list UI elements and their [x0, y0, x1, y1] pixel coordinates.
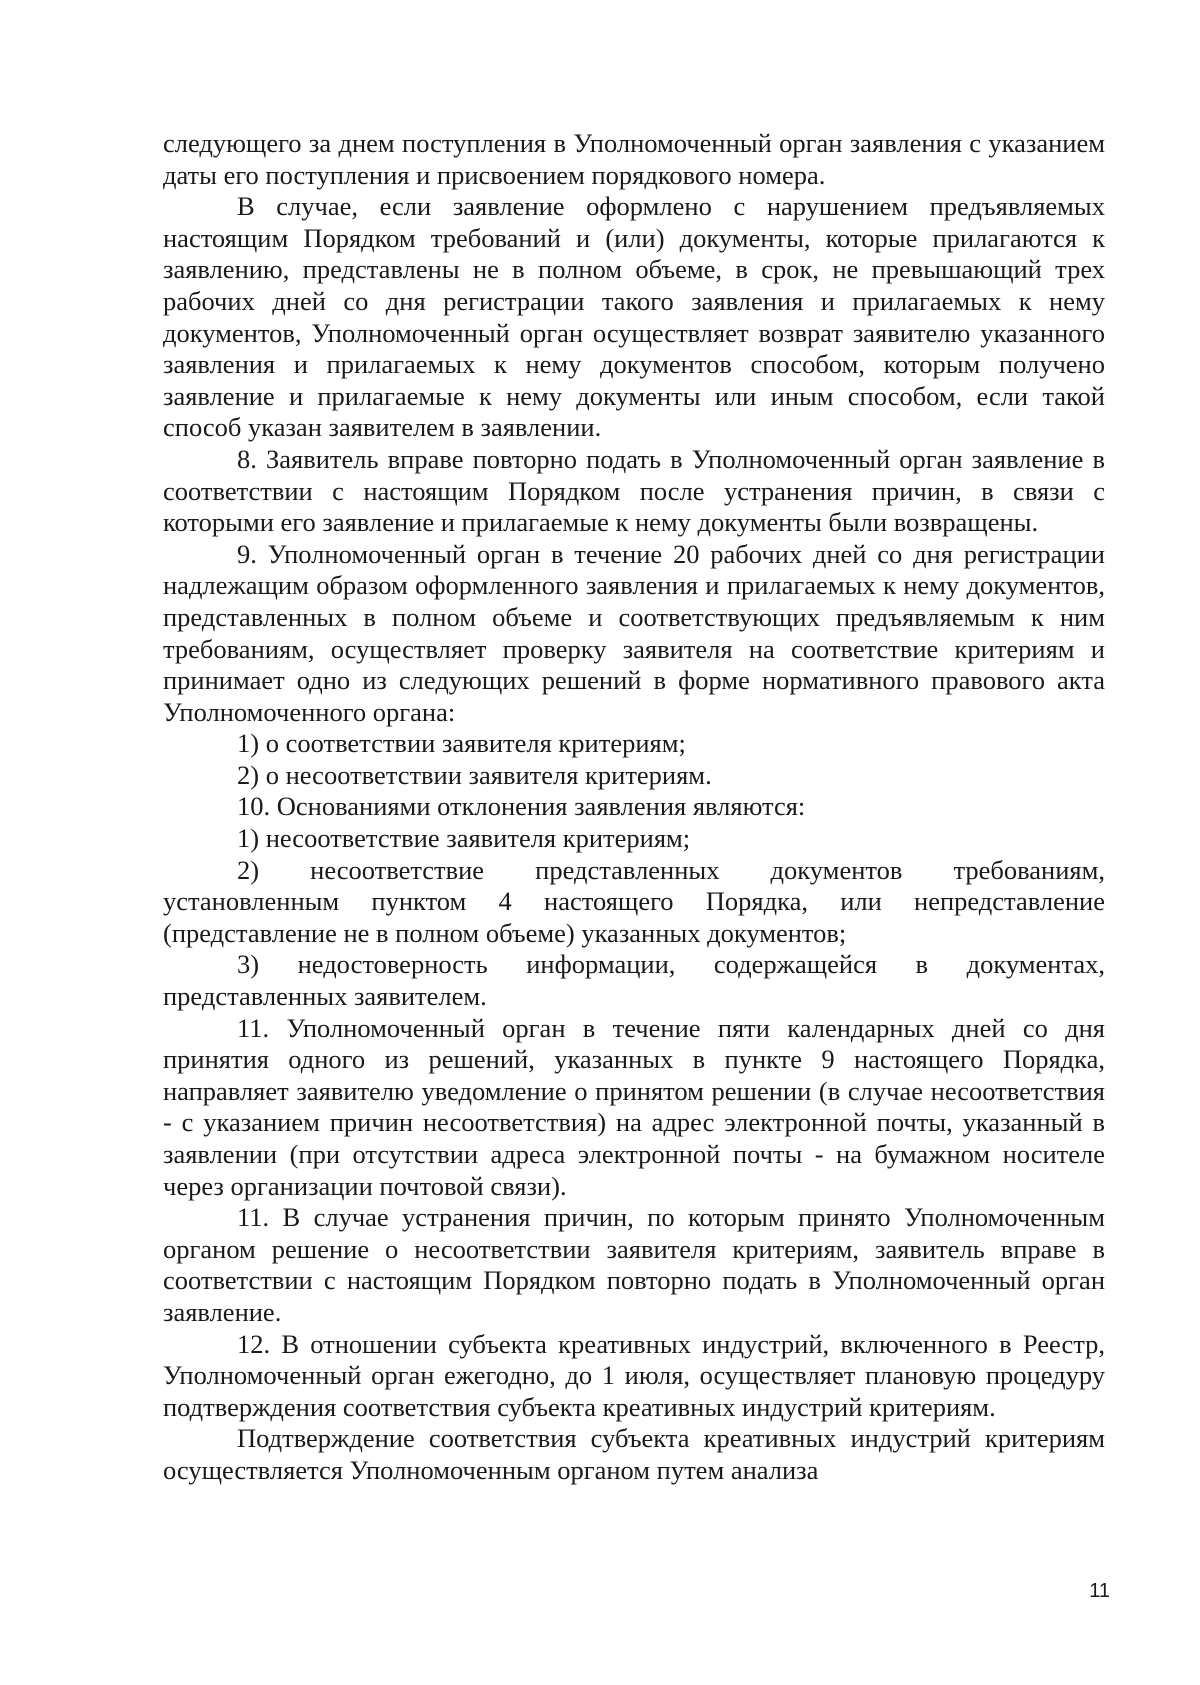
- paragraph-confirmation: Подтверждение соответствия субъекта креативных индустрий критериям осуществляется Уполномоченным органом путем анализа: [163, 1423, 1105, 1485]
- paragraph-return-of-application: В случае, если заявление оформлено с нарушением предъявляемых настоящим Порядком требований и (или) документы, которые прилагаются к заявлению, представлены не в полном объеме, в срок, не превышающий трех рабочих дней со дня регистрации такого заявления и прилагаемых к нему документов, Уполномоченный орган осуществляет возврат заявителю указанного заявления и прилагаемых к нему документов способом, которым получено заявление и прилагаемые к нему документы или иным способом, если такой способ указан заявителем в заявлении.: [163, 191, 1105, 443]
- paragraph-item-9-sub-1: 1) о соответствии заявителя критериям;: [237, 728, 686, 759]
- paragraph-item-9: 9. Уполномоченный орган в течение 20 рабочих дней со дня регистрации надлежащим образом оформленного заявления и прилагаемых к нему документов, представленных в полном объеме и соответствующих предъявляемым к ним требованиям, осуществляет проверку заявителя на соответствие критериям и принимает одно из следующих решений в форме нормативного правового акта Уполномоченного органа:: [163, 538, 1105, 727]
- paragraph-item-12: 12. В отношении субъекта креативных индустрий, включенного в Реестр, Уполномоченный орган ежегодно, до 1 июля, осуществляет плановую процедуру подтверждения соответствия субъекта креативных индустрий критериям.: [163, 1328, 1105, 1422]
- paragraph-item-10-sub-3: 3) недостоверность информации, содержащейся в документах, представленных заявителем.: [163, 949, 1105, 1012]
- paragraph-item-11: 11. Уполномоченный орган в течение пяти календарных дней со дня принятия одного из решений, указанных в пункте 9 настоящего Порядка, направляет заявителю уведомление о принятом решении (в случае несоответствия - с указанием причин несоответствия) на адрес электронной почты, указанный в заявлении (при отсутствии адреса электронной почты - на бумажном носителе через организации почтовой связи).: [163, 1012, 1105, 1201]
- paragraph-item-8: 8. Заявитель вправе повторно подать в Уполномоченный орган заявление в соответствии с настоящим Порядком после устранения причин, в связи с которыми его заявление и прилагаемые к нему документы были возвращены.: [163, 443, 1105, 538]
- page-number: 11: [1089, 1580, 1110, 1602]
- paragraph-item-10-sub-2: 2) несоответствие представленных документов требованиям, установленным пунктом 4 настоящего Порядка, или непредставление (представление не в полном объеме) указанных документов;: [163, 854, 1105, 948]
- paragraph-continuation: следующего за днем поступления в Уполномоченный орган заявления с указанием даты его поступления и присвоением порядкового номера.: [163, 128, 1105, 190]
- document-body: [163, 128, 1105, 1487]
- paragraph-item-10-sub-1: 1) несоответствие заявителя критериям;: [237, 823, 691, 854]
- paragraph-item-10: 10. Основаниями отклонения заявления являются:: [237, 791, 806, 822]
- paragraph-item-11-repeat: 11. В случае устранения причин, по которым принято Уполномоченным органом решение о несоответствии заявителя критериям, заявитель вправе в соответствии с настоящим Порядком повторно подать в Уполномоченный орган заявление.: [163, 1202, 1105, 1327]
- paragraph-item-9-sub-2: 2) о несоответствии заявителя критериям.: [237, 759, 712, 790]
